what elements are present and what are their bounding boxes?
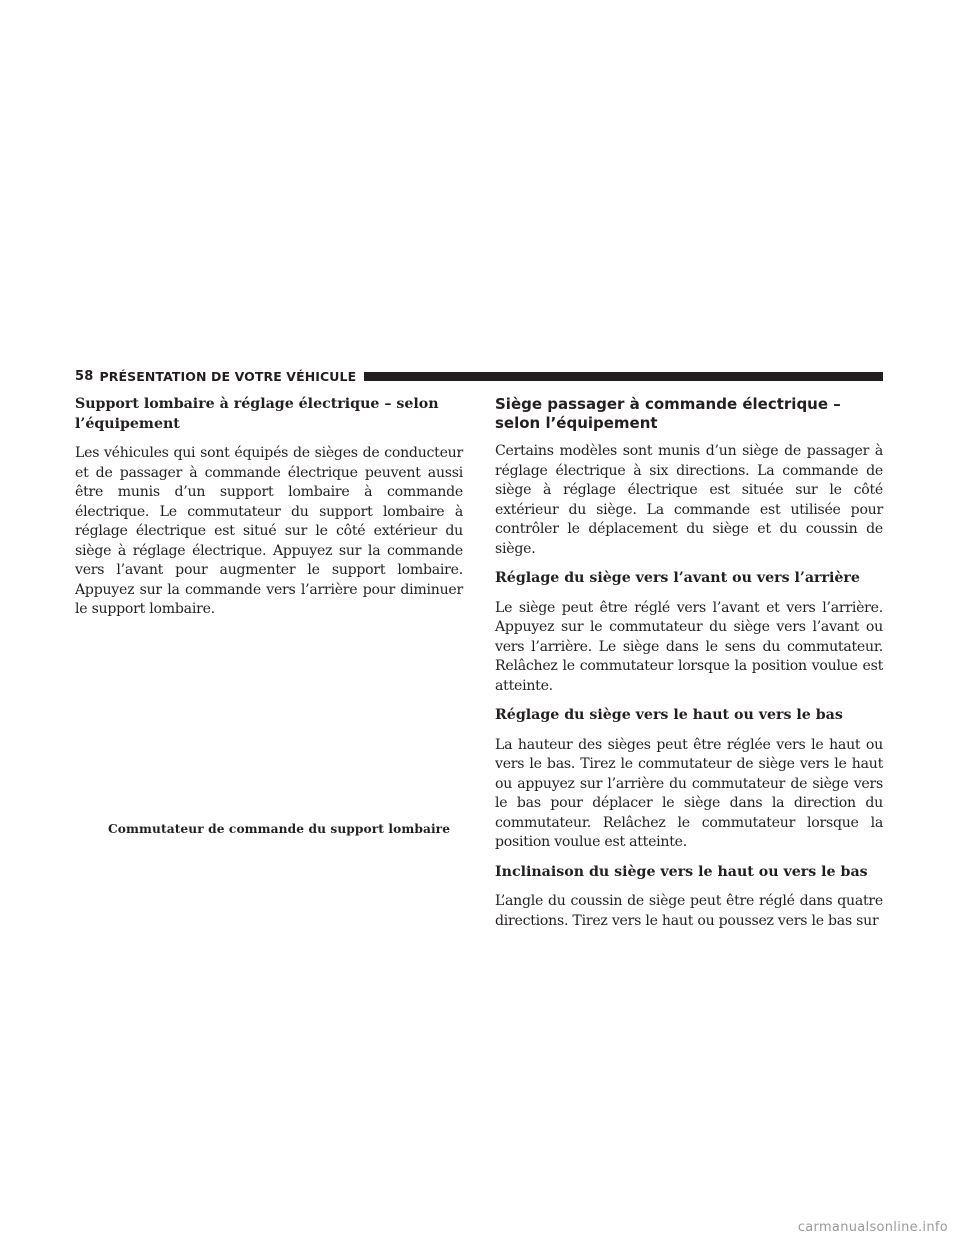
tilt-text: L’angle du coussin de siège peut être réglé dans quatre directions. Tirez vers le haut ou poussez vers le bas sur [495,893,883,929]
right-column [495,395,883,941]
passenger-seat-intro: Certains modèles sont munis d’un siège de passager à réglage électrique à six directions. La commande de siège à réglage électrique est située sur le côté extérieur du siège. La commande est utilisée pour contrôler le déplacement du siège et du coussin de siège. [495,443,883,557]
lumbar-support-heading: Support lombaire à réglage électrique – selon l’équipement [75,396,439,432]
page-number: 58 [75,368,94,384]
up-down-heading: Réglage du siège vers le haut ou vers le bas [495,707,843,723]
page-header [75,368,883,384]
passenger-seat-heading: Siège passager à commande électrique – selon l’équipement [495,395,841,432]
up-down-text: La hauteur des sièges peut être réglée vers le haut ou vers le bas. Tirez le commutateur de siège vers le haut ou appuyez sur l’arrière du commutateur de siège vers le bas pour déplacer le siège dans la direction du commutateur. Relâchez le commutateur lorsque la position voulue est atteinte. [495,736,883,850]
header-rule [364,372,883,381]
lumbar-support-paragraph: Les véhicules qui sont équipés de sièges de conducteur et de passager à commande électrique peuvent aussi être munis d’un support lombaire à commande électrique. Le commutateur du support lombaire à réglage électrique est situé sur le côté extérieur du siège à réglage électrique. Appuyez sur la commande vers l’avant pour augmenter le support lombaire. Appuyez sur la commande vers l’arrière pour diminuer le support lombaire. [75,445,463,617]
left-column [75,395,463,630]
figure-caption: Commutateur de commande du support lombaire [108,822,451,836]
tilt-heading: Inclinaison du siège vers le haut ou vers le bas [495,863,868,880]
forward-backward-text: Le siège peut être réglé vers l’avant et vers l’arrière. Appuyez sur le commutateur du siège vers l’avant ou vers l’arrière. Le siège dans le sens du commutateur. Relâchez le commutateur lorsque la position voulue est atteinte. [495,599,883,694]
section-title: PRÉSENTATION DE VOTRE VÉHICULE [99,368,357,384]
forward-backward-heading: Réglage du siège vers l’avant ou vers l’arrière [495,570,860,586]
watermark-link[interactable]: carmanualsonline.info [797,1220,948,1235]
